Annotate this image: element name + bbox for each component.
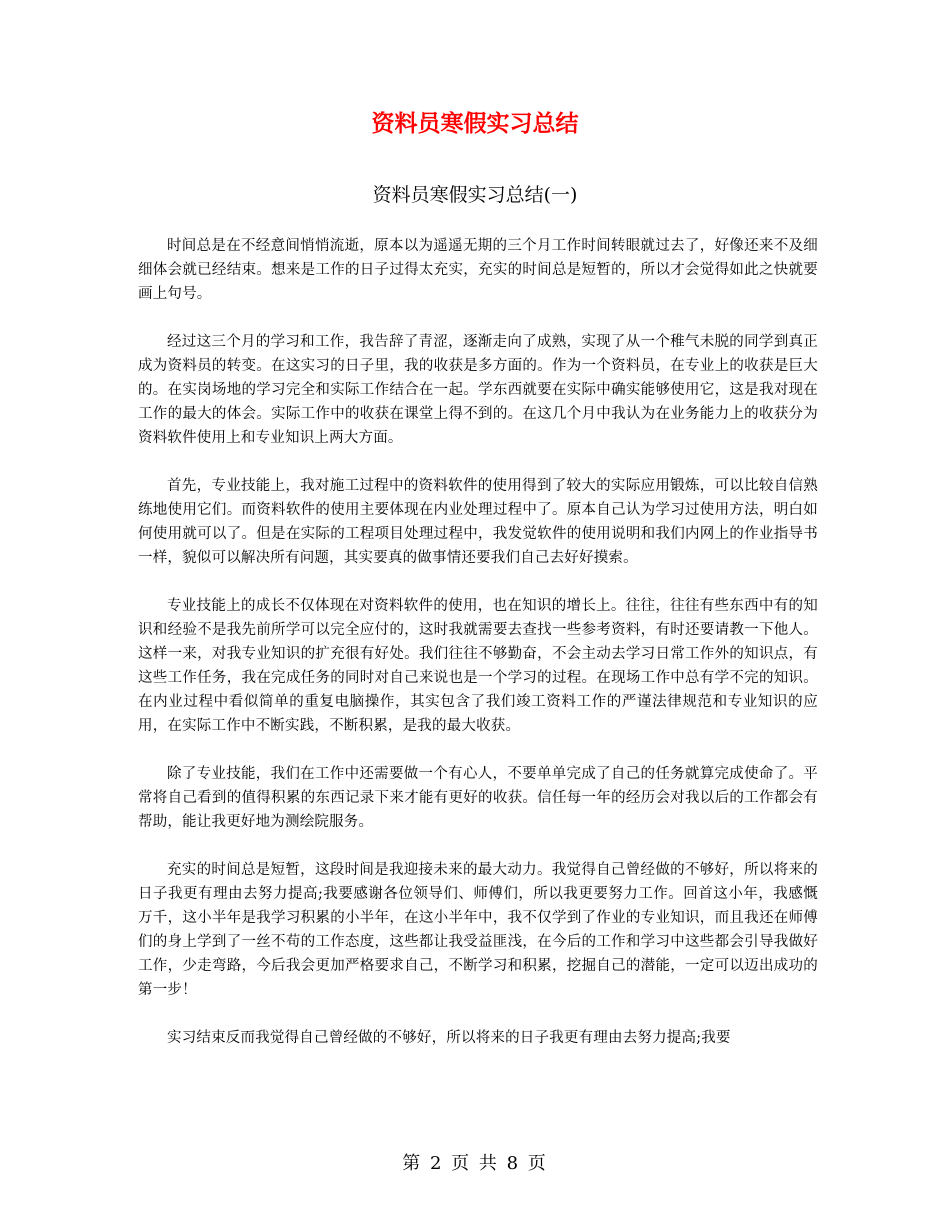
body-text bbox=[138, 234, 818, 1074]
paragraph-2: 经过这三个月的学习和工作，我告辞了青涩，逐渐走向了成熟，实现了从一个稚气未脱的同学到真正成为资料员的转变。在这实习的日子里，我的收获是多方面的。作为一个资料员，在专业上的收获是巨大的。在实岗场地的学习完全和实际工作结合在一起。学东西就要在实际中确实能够使用它，这是我对现在工作的最大的体会。实际工作中的收获在课堂上得不到的。在这几个月中我认为在业务能力上的收获分为资料软件使用上和专业知识上两大方面。 bbox=[138, 334, 818, 446]
document-title: 资料员寒假实习总结 bbox=[371, 111, 579, 137]
paragraph-5: 除了专业技能，我们在工作中还需要做一个有心人，不要单单完成了自己的任务就算完成使命了。平常将自己看到的值得积累的东西记录下来才能有更好的收获。信任每一年的经历会对我以后的工作都会有帮助，能让我更好地为测绘院服务。 bbox=[138, 766, 818, 830]
paragraph-7: 实习结束反而我觉得自己曾经做的不够好，所以将来的日子我更有理由去努力提高;我要 bbox=[167, 1030, 731, 1046]
section-subtitle: 资料员寒假实习总结(一) bbox=[372, 184, 578, 206]
paragraph-6: 充实的时间总是短暂，这段时间是我迎接未来的最大动力。我觉得自己曾经做的不够好，所以将来的日子我更有理由去努力提高;我要感谢各位领导们、师傅们，所以我更要努力工作。回首这小年，我感慨万千，这小半年是我学习积累的小半年，在这小半年中，我不仅学到了作业的专业知识，而且我还在师傅们的身上学到了一丝不苟的工作态度，这些都让我受益匪浅，在今后的工作和学习中这些都会引导我做好工作，少走弯路，今后我会更加严格要求自己，不断学习和积累，挖掘自己的潜能，一定可以迈出成功的第一步！ bbox=[138, 862, 818, 998]
page-number-footer: 第 2 页 共 8 页 bbox=[402, 1153, 548, 1174]
paragraph-3: 首先，专业技能上，我对施工过程中的资料软件的使用得到了较大的实际应用锻炼，可以比较自信熟练地使用它们。而资料软件的使用主要体现在内业处理过程中了。原本自己认为学习过使用方法，明白如何使用就可以了。但是在实际的工程项目处理过程中，我发觉软件的使用说明和我们内网上的作业指导书一样，貌似可以解决所有问题，其实要真的做事情还要我们自己去好好摸索。 bbox=[138, 478, 818, 566]
paragraph-4: 专业技能上的成长不仅体现在对资料软件的使用，也在知识的增长上。往往，往往有些东西中有的知识和经验不是我先前所学可以完全应付的，这时我就需要去查找一些参考资料，有时还要请教一下他人。这样一来，对我专业知识的扩充很有好处。我们往往不够勤奋，不会主动去学习日常工作外的知识点，有这些工作任务，我在完成任务的同时对自己来说也是一个学习的过程。在现场工作中总有学不完的知识。在内业过程中看似简单的重复电脑操作，其实包含了我们竣工资料工作的严谨法律规范和专业知识的应用，在实际工作中不断实践，不断积累，是我的最大收获。 bbox=[138, 598, 818, 734]
paragraph-1: 时间总是在不经意间悄悄流逝，原本以为遥遥无期的三个月工作时间转眼就过去了，好像还来不及细细体会就已经结束。想来是工作的日子过得太充实，充实的时间总是短暂的，所以才会觉得如此之快就要画上句号。 bbox=[138, 238, 818, 302]
